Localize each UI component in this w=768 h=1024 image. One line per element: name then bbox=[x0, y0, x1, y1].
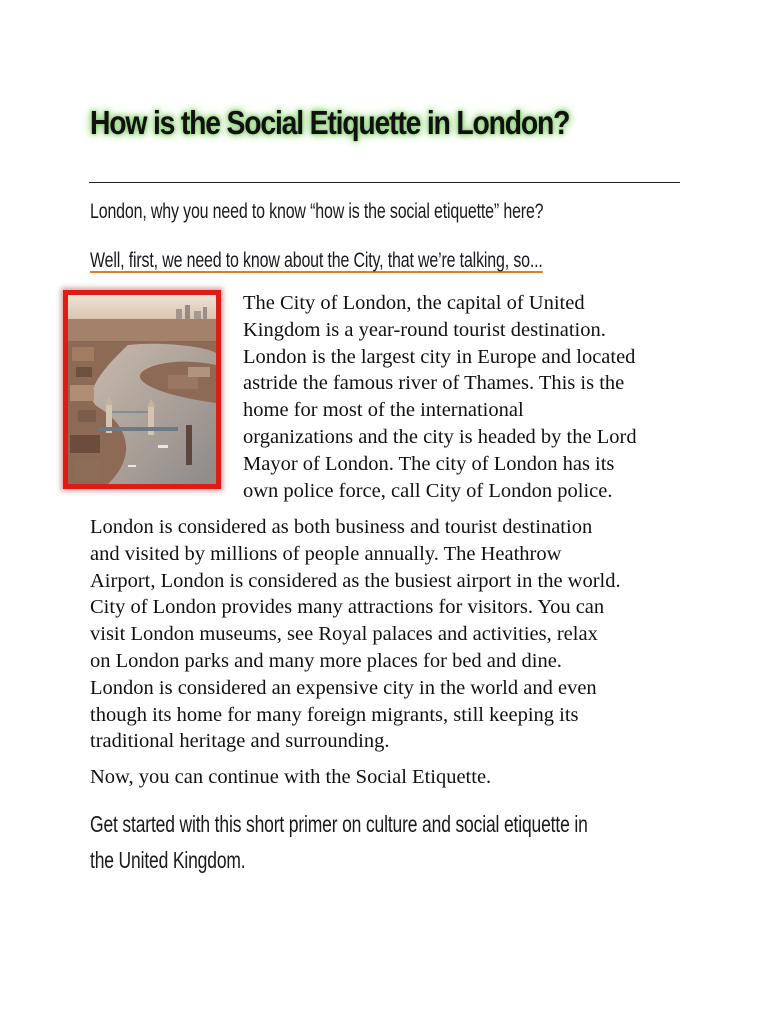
paragraph-city-of-london bbox=[243, 290, 688, 504]
closing-paragraph bbox=[90, 806, 668, 878]
paragraph-line: and visited by millions of people annually. The Heathrow bbox=[90, 542, 562, 565]
paragraph-line: astride the famous river of Thames. This is the bbox=[243, 372, 625, 395]
paragraph-line: home for most of the international bbox=[243, 399, 524, 422]
paragraph-line: traditional heritage and surrounding. bbox=[90, 730, 390, 753]
closing-line: Get started with this short primer on culture and social etiquette in bbox=[90, 811, 588, 837]
paragraph-line: on London parks and many more places for bed and dine. bbox=[90, 649, 562, 672]
closing-line: the United Kingdom. bbox=[90, 847, 246, 873]
paragraph-line: organizations and the city is headed by the Lord bbox=[243, 425, 637, 448]
paragraph-tourism bbox=[90, 514, 690, 755]
page-title: How is the Social Etiquette in London? bbox=[90, 104, 570, 141]
london-photo bbox=[63, 290, 221, 489]
intro-lead: Well, first, we need to know about the City, that we’re talking, so... bbox=[90, 249, 543, 272]
paragraph-line: own police force, call City of London police. bbox=[243, 479, 613, 502]
paragraph-line: visit London museums, see Royal palaces and activities, relax bbox=[90, 623, 598, 646]
paragraph-line: London is considered as both business and tourist destination bbox=[90, 516, 593, 538]
london-aerial-image bbox=[68, 295, 216, 484]
title-divider bbox=[89, 182, 680, 183]
paragraph-line: though its home for many foreign migrants, still keeping its bbox=[90, 703, 579, 726]
paragraph-continue: Now, you can continue with the Social Etiquette. bbox=[90, 766, 492, 788]
intro-question: London, why you need to know “how is the social etiquette” here? bbox=[90, 200, 544, 223]
paragraph-line: Kingdom is a year-round tourist destination. bbox=[243, 318, 606, 341]
paragraph-line: City of London provides many attractions for visitors. You can bbox=[90, 596, 605, 619]
paragraph-line: London is the largest city in Europe and located bbox=[243, 345, 636, 368]
paragraph-line: Airport, London is considered as the busiest airport in the world. bbox=[90, 569, 621, 592]
paragraph-line: London is considered an expensive city in the world and even bbox=[90, 676, 597, 699]
paragraph-line: Mayor of London. The city of London has its bbox=[243, 452, 615, 475]
paragraph-line: The City of London, the capital of United bbox=[243, 292, 585, 314]
